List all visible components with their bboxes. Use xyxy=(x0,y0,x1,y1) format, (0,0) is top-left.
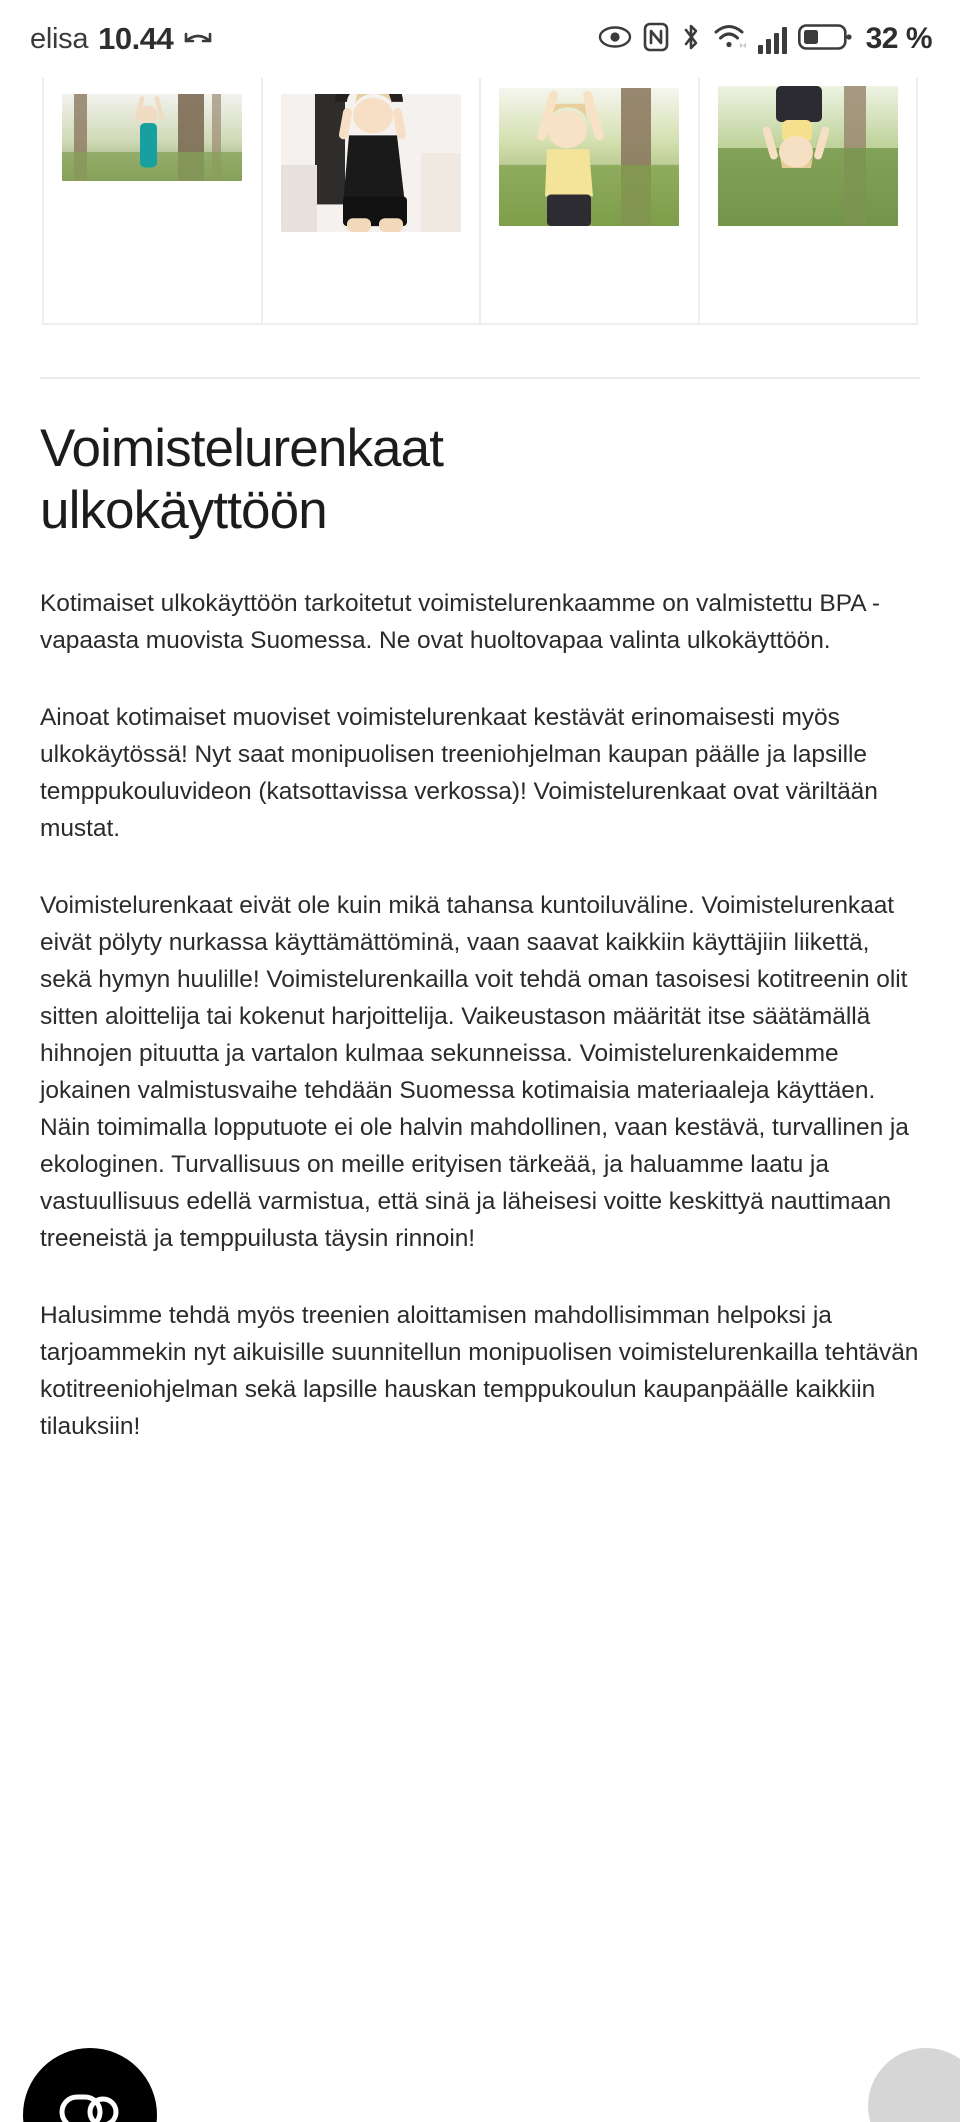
signal-bars-icon xyxy=(758,24,787,54)
paragraph: Ainoat kotimaiset muoviset voimistelurenkaat kestävät erinomaisesti myös ulkokäytössä! Nyt saat monipuolisen treeniohjelman kaupan päälle ja lapsille temppukouluvideon (katsottavissa verkossa)! Voimistelurenkaat ovat väriltään mustat. xyxy=(40,703,878,842)
thumbnail-image-1[interactable] xyxy=(62,94,242,181)
paragraph: Kotimaiset ulkokäyttöön tarkoitetut voimistelurenkaamme on valmistettu BPA -vapaasta muovista Suomessa. Ne ovat huoltovapaa valinta ulkokäyttöön. xyxy=(40,590,881,654)
thumbnail-cell[interactable] xyxy=(698,78,919,323)
status-bar-right xyxy=(598,22,932,57)
thumbnail-cell[interactable] xyxy=(42,78,261,323)
thumbnail-cell[interactable] xyxy=(479,78,698,323)
nfc-icon xyxy=(643,22,669,57)
status-bar xyxy=(0,0,960,78)
scroll-to-top-button[interactable] xyxy=(868,2048,960,2122)
battery-percent-label: 32 % xyxy=(865,22,932,55)
status-clock: 10.44 xyxy=(98,21,174,56)
bluetooth-icon xyxy=(680,22,702,57)
thumbnail-image-4[interactable] xyxy=(718,86,898,226)
section-divider xyxy=(40,377,920,379)
chat-button[interactable] xyxy=(23,2048,157,2122)
missed-call-icon xyxy=(183,23,213,56)
carrier-label: elisa xyxy=(30,22,89,55)
paragraph: Halusimme tehdä myös treenien aloittamisen mahdollisimman helpoksi ja tarjoammekin nyt aikuisille suunnitellun monipuolisen voimistelurenkailla tehtävän kotitreeniohjelman sekä lapsille hauskan temppukoulun kaupanpäälle kaikkiin tilauksiin! xyxy=(40,1301,919,1440)
thumbnail-gallery xyxy=(42,78,918,325)
wifi-icon xyxy=(713,23,747,56)
thumbnail-image-2[interactable] xyxy=(281,94,461,232)
article-body xyxy=(40,586,924,1446)
thumbnail-cell[interactable] xyxy=(261,78,480,323)
eye-icon xyxy=(598,25,632,54)
battery-icon xyxy=(798,23,852,56)
page-title: Voimistelurenkaat ulkokäyttöön xyxy=(40,419,444,540)
article-container xyxy=(40,418,924,1446)
thumbnail-image-3[interactable] xyxy=(499,88,679,226)
paragraph: Voimistelurenkaat eivät ole kuin mikä tahansa kuntoiluväline. Voimistelurenkaat eivät pölyty nurkassa käyttämättöminä, vaan saavat kaikkiin käyttäjiin liikettä, sekä hymyn huulille! Voimistelurenkailla voit tehdä oman tasoisesi kotitreenin olit sitten aloittelija tai kokenut harjoittelija. Vaikeustason määrität itse säätämällä hihnojen pituutta ja vartalon kulmaa sekunneissa. Voimistelurenkaidemme jokainen valmistusvaihe tehdään Suomessa kotimaisia materiaaleja käyttäen. Näin toimimalla lopputuote ei ole halvin mahdollinen, vaan kestävä, turvallinen ja ekologinen. Turvallisuus on meille erityisen tärkeää, ja haluamme laatu ja vastuullisuus edellä varmistua, että sinä ja läheisesi voitte keskittyä nauttimaan treeneistä ja temppuilusta täysin rinnoin! xyxy=(40,891,909,1252)
chat-bubble-icon xyxy=(58,2089,122,2122)
status-bar-left xyxy=(30,21,213,57)
